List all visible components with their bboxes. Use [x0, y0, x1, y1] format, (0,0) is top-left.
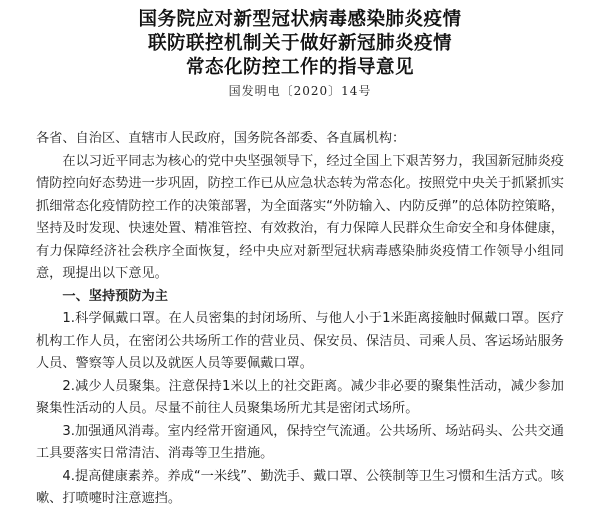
- document-title-line-1: 国务院应对新型冠状病毒感染肺炎疫情: [138, 9, 462, 30]
- document-number: 国发明电〔2020〕14号: [228, 84, 372, 98]
- list-item: 2.减少人员聚集。注意保持1米以上的社交距离。减少非必要的聚集性活动，减少参加聚集性活动的人员。尽量不前往人员聚集场所尤其是密闭式场所。: [36, 378, 564, 416]
- document-title-line-2: 联防联控机制关于做好新冠肺炎疫情: [147, 33, 452, 54]
- list-item: 4.提高健康素养。养成“一米线”、勤洗手、戴口罩、公筷制等卫生习惯和生活方式。咳嗽、打喷嚏时注意遮挡。: [36, 468, 564, 506]
- list-item: 3.加强通风消毒。室内经常开窗通风，保持空气流通。公共场所、场站码头、公共交通工具要落实日常清洁、消毒等卫生措施。: [36, 423, 564, 461]
- document-body: [36, 128, 564, 511]
- intro-paragraph: 在以习近平同志为核心的党中央坚强领导下，经过全国上下艰苦努力，我国新冠肺炎疫情防控向好态势进一步巩固，防控工作已从应急状态转为常态化。按照党中央关于抓紧抓实抓细常态化疫情防控工作的决策部署，为全面落实“外防输入、内防反弹”的总体防控策略，坚持及时发现、快速处置、精准管控、有效救治，有力保障人民群众生命安全和身体健康，有力保障经济社会秩序全面恢复，经中央应对新型冠状病毒感染肺炎疫情工作领导小组同意，现提出以下意见。: [36, 153, 564, 281]
- addressee: 各省、自治区、直辖市人民政府，国务院各部委、各直属机构：: [36, 131, 406, 146]
- list-item: 1.科学佩戴口罩。在人员密集的封闭场所、与他人小于1米距离接触时佩戴口罩。医疗机构工作人员，在密闭公共场所工作的营业员、保安员、保洁员、司乘人员、客运场站服务人员、警察等人员以及就医人员等要佩戴口罩。: [36, 311, 564, 371]
- document-title-line-3: 常态化防控工作的指导意见: [185, 57, 414, 78]
- section-heading: 一、坚持预防为主: [62, 288, 168, 304]
- document-header: [36, 8, 564, 100]
